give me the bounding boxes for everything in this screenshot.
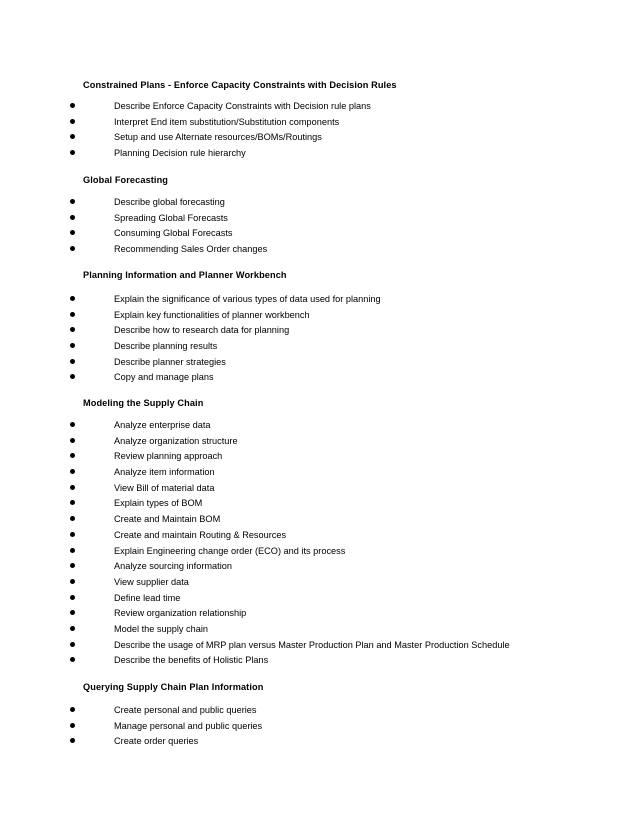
bullet-icon — [70, 230, 75, 235]
bullet-icon — [70, 150, 75, 155]
bullet-icon — [70, 296, 75, 301]
bullet-icon — [70, 327, 75, 332]
bullet-icon — [70, 374, 75, 379]
section-heading: Modeling the Supply Chain — [83, 398, 204, 408]
bullet-icon — [70, 453, 75, 458]
bullet-icon — [70, 312, 75, 317]
bullet-icon — [70, 516, 75, 521]
bullet-icon — [70, 642, 75, 647]
bullet-icon — [70, 579, 75, 584]
section-heading: Constrained Plans - Enforce Capacity Constraints with Decision Rules — [83, 80, 397, 90]
bullet-icon — [70, 215, 75, 220]
bullet-icon — [70, 548, 75, 553]
section-heading: Global Forecasting — [83, 175, 169, 185]
bullet-icon — [70, 595, 75, 600]
bullet-icon — [70, 563, 75, 568]
bullet-icon — [70, 422, 75, 427]
document-page: Constrained Plans - Enforce Capacity Constraints with Decision Rules Describe Enforce Capacity Constraints with Decision rule plans Interpret End item substitution/Substitution components Setup and use Alternate resources/BOMs/Routings Planning Decision rule hierarchy Global Forecasting Describe global forecasting Spreading Global Forecasts Consuming Global Forecasts Recommending Sales Order changes Planning Information and Planner Workbench Explain the significance of various types of data used for planning Explain key functionalities of planner workbench Describe how to research data for planning Describe planning results Describe planner strategies Copy and manage plans Modeling the Supply Chain Analyze enterprise data Analyze organization structure Review planning approach Analyze item information View Bill of material data Explain types of BOM Create and Maintain BOM Create and maintain Routing & Resources Explain Engineering change order (ECO) and its process Analyze sourcing information View supplier data Define lead time Review organization relationship Model the supply chain Describe the usage of MRP plan versus Master Production Plan and Master Production Schedule Describe the benefits of Holistic Plans Querying Supply Chain Plan Information Create personal and public queries Manage personal and public queries Create order queries — [0, 0, 638, 826]
bullet-icon — [70, 199, 75, 204]
bullet-icon — [70, 485, 75, 490]
section-heading: Planning Information and Planner Workbench — [83, 270, 287, 280]
bullet-icon — [70, 359, 75, 364]
bullet-icon — [70, 532, 75, 537]
bullet-icon — [70, 738, 75, 743]
bullet-icon — [70, 657, 75, 662]
bullet-icon — [70, 469, 75, 474]
section-heading: Querying Supply Chain Plan Information — [83, 682, 264, 692]
bullet-icon — [70, 707, 75, 712]
bullet-icon — [70, 134, 75, 139]
bullet-icon — [70, 343, 75, 348]
bullet-icon — [70, 723, 75, 728]
bullet-icon — [70, 438, 75, 443]
bullet-icon — [70, 103, 75, 108]
bullet-icon — [70, 246, 75, 251]
bullet-icon — [70, 626, 75, 631]
bullet-icon — [70, 500, 75, 505]
bullet-icon — [70, 119, 75, 124]
bullet-icon — [70, 610, 75, 615]
